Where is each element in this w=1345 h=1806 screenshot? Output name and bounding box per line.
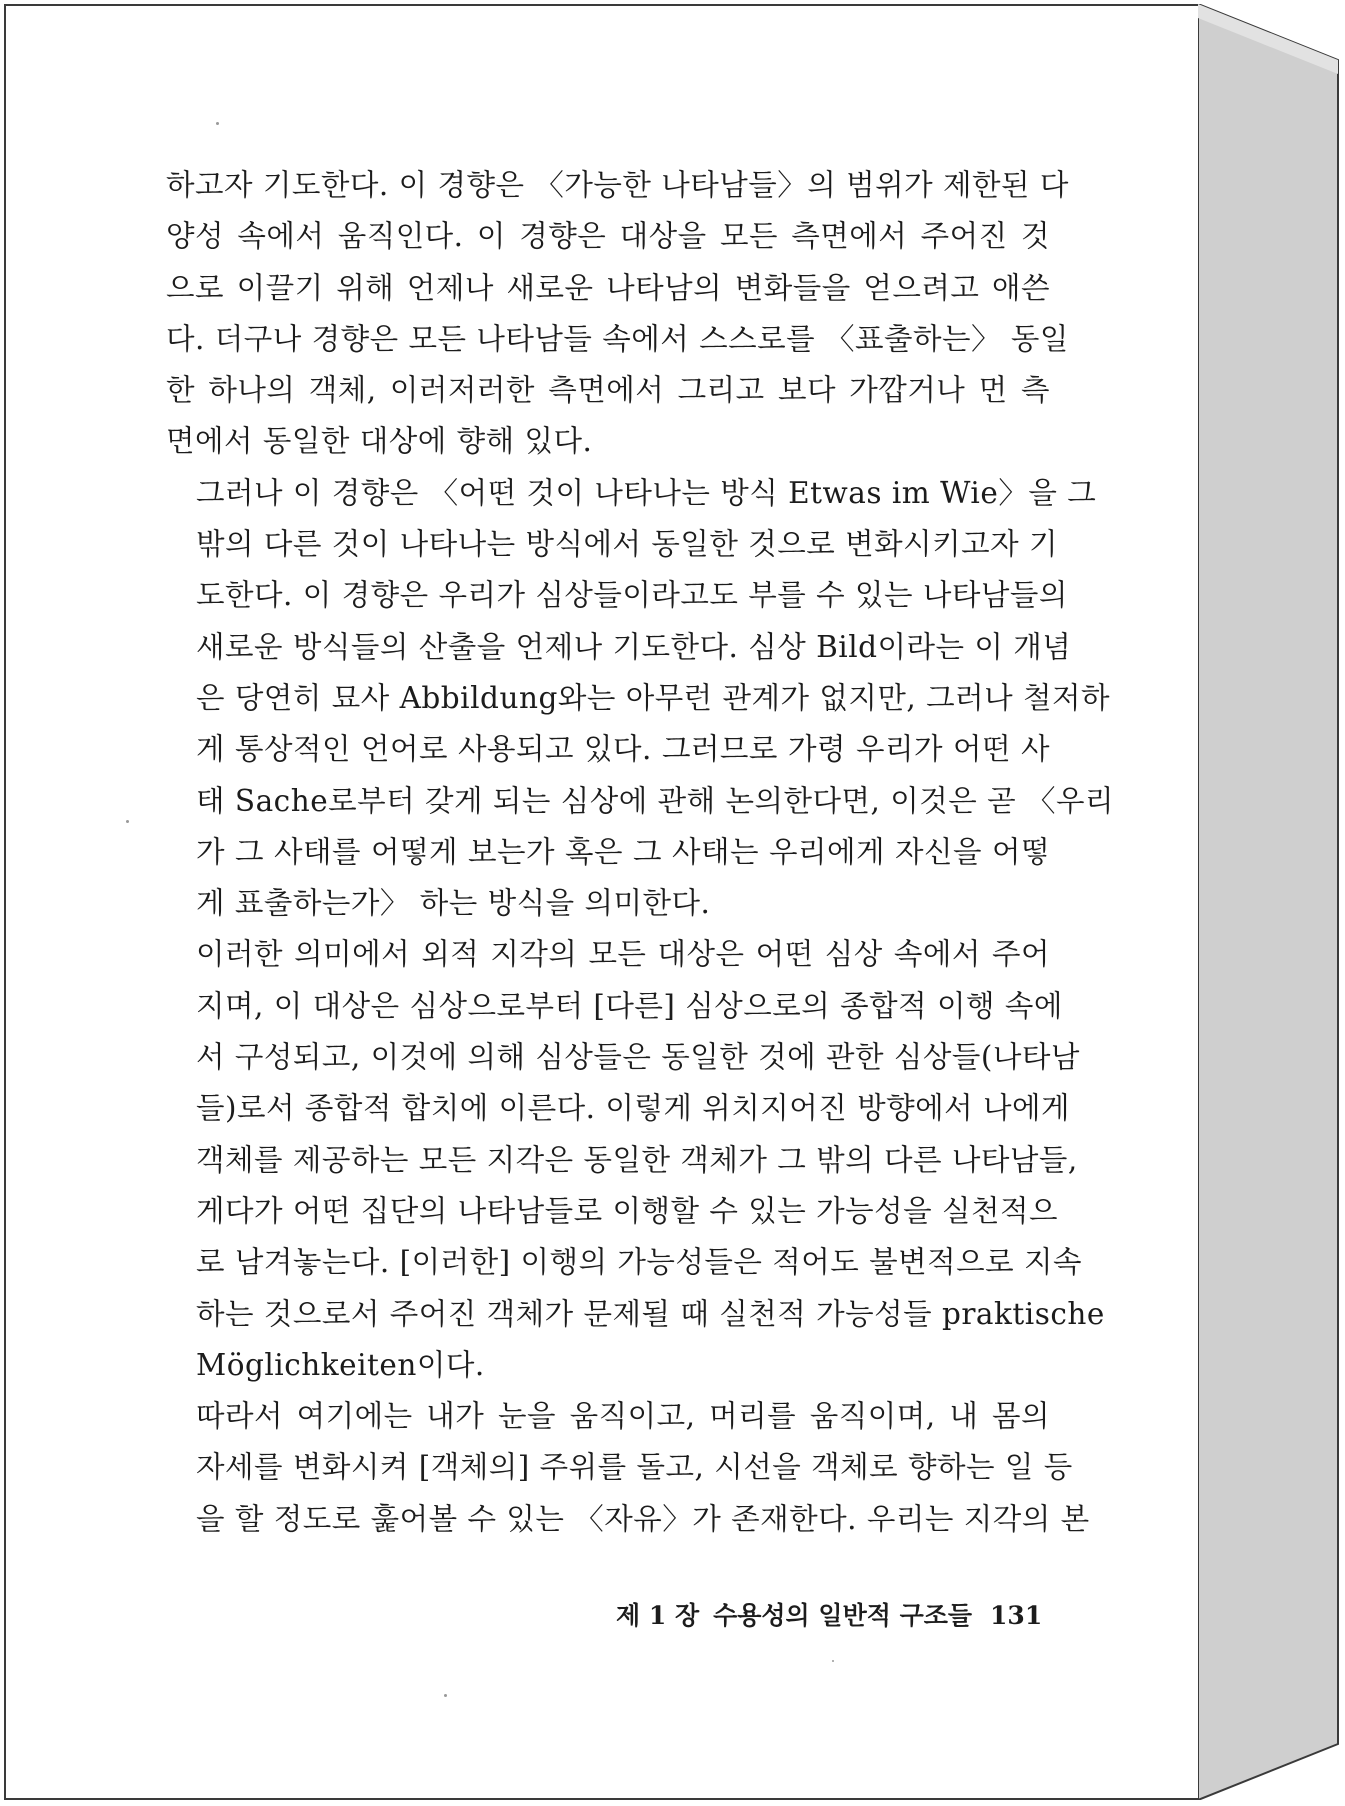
text-line: 게 표출하는가〉 하는 방식을 의미한다.: [196, 886, 711, 921]
text-line: 은 당연히 묘사 Abbildung와는 아무런 관계가 없지만, 그러나 철저하: [196, 680, 1111, 715]
paragraph-2: [166, 468, 1114, 930]
paragraph-1: [166, 160, 1069, 468]
footer-chapter: 제 1 장: [616, 1601, 700, 1630]
footer-title: 수용성의 일반적 구조들: [713, 1601, 973, 1630]
text-line: 지며, 이 대상은 심상으로부터 [다른] 심상으로의 종합적 이행 속에: [196, 988, 1063, 1023]
text-line: 도한다. 이 경향은 우리가 심상들이라고도 부를 수 있는 나타남들의: [196, 578, 1068, 613]
book-edge: [1198, 4, 1342, 1800]
text-line: 다. 더구나 경향은 모든 나타남들 속에서 스스로를 〈표출하는〉 동일: [166, 321, 1069, 356]
page-speck: [216, 122, 219, 125]
text-line: 밖의 다른 것이 나타나는 방식에서 동일한 것으로 변화시키고자 기: [196, 527, 1058, 562]
text-line: 한 하나의 객체, 이러저러한 측면에서 그리고 보다 가깝거나 먼 측: [166, 373, 1050, 408]
text-line: 로 남겨놓는다. [이러한] 이행의 가능성들은 적어도 불변적으로 지속: [196, 1245, 1082, 1280]
text-line: 하고자 기도한다. 이 경향은 〈가능한 나타남들〉의 범위가 제한된 다: [166, 168, 1069, 202]
text-line: 면에서 동일한 대상에 향해 있다.: [166, 424, 593, 459]
text-line: 객체를 제공하는 모든 지각은 동일한 객체가 그 밖의 다른 나타남들,: [196, 1142, 1078, 1177]
text-line: 자세를 변화시켜 [객체의] 주위를 돌고, 시선을 객체로 향하는 일 등: [196, 1450, 1073, 1485]
running-footer: [616, 1596, 1043, 1632]
text-line: 게다가 어떤 집단의 나타남들로 이행할 수 있는 가능성을 실천적으: [196, 1193, 1058, 1228]
page-body-text: [166, 160, 1114, 1545]
text-line: 새로운 방식들의 산출을 언제나 기도한다. 심상 Bild이라는 이 개념: [196, 629, 1072, 664]
paragraph-3: [166, 929, 1105, 1391]
page-speck: [444, 1694, 447, 1697]
paragraph-4: [166, 1391, 1090, 1545]
text-line: 따라서 여기에는 내가 눈을 움직이고, 머리를 움직이며, 내 몸의: [196, 1399, 1050, 1434]
text-line: 하는 것으로서 주어진 객체가 문제될 때 실천적 가능성들 praktische: [196, 1296, 1105, 1331]
text-line: 양성 속에서 움직인다. 이 경향은 대상을 모든 측면에서 주어진 것: [166, 219, 1050, 254]
text-line: 서 구성되고, 이것에 의해 심상들은 동일한 것에 관한 심상들(나타남: [196, 1040, 1080, 1075]
text-line: 그러나 이 경향은 〈어떤 것이 나타나는 방식 Etwas im Wie〉을 그: [196, 475, 1097, 510]
text-line: 들)로서 종합적 합치에 이른다. 이렇게 위치지어진 방향에서 나에게: [196, 1091, 1070, 1126]
text-line: 게 통상적인 언어로 사용되고 있다. 그러므로 가령 우리가 어떤 사: [196, 732, 1050, 767]
text-line: 가 그 사태를 어떻게 보는가 혹은 그 사태는 우리에게 자신을 어떻: [196, 834, 1050, 869]
text-line: 이러한 의미에서 외적 지각의 모든 대상은 어떤 심상 속에서 주어: [196, 937, 1050, 972]
page-number: 131: [990, 1601, 1043, 1630]
text-line: Möglichkeiten이다.: [196, 1347, 485, 1382]
text-line: 태 Sache로부터 갖게 되는 심상에 관해 논의한다면, 이것은 곧 〈우리: [196, 783, 1114, 818]
text-line: 을 할 정도로 훑어볼 수 있는 〈자유〉가 존재한다. 우리는 지각의 본: [196, 1501, 1090, 1536]
page-speck: [126, 820, 129, 823]
page-speck: [832, 1660, 834, 1662]
text-line: 으로 이끌기 위해 언제나 새로운 나타남의 변화들을 얻으려고 애쓴: [166, 270, 1050, 305]
